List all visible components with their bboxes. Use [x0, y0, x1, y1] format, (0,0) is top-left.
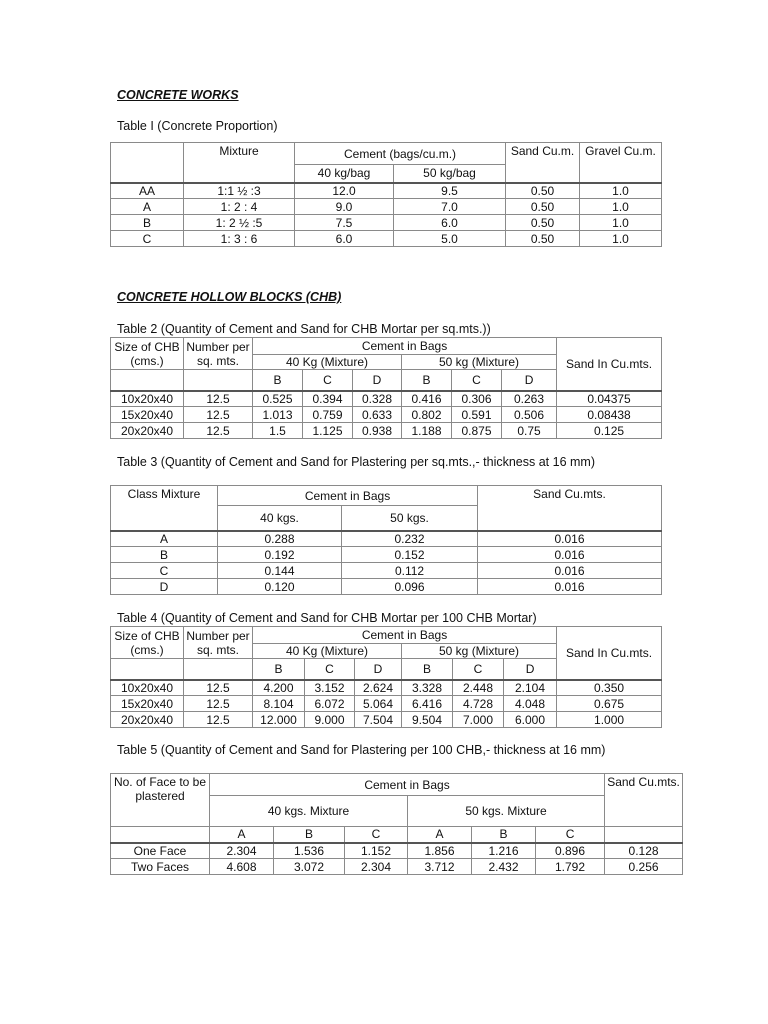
- table-row: [111, 680, 662, 696]
- table-cell: 0.016: [478, 563, 662, 579]
- table-cell: 1.856: [408, 843, 472, 859]
- table-cell: 0.306: [452, 391, 502, 407]
- table-cell: 0.232: [342, 531, 478, 547]
- table-cell: 1.792: [536, 859, 605, 875]
- table-cell: 7.000: [453, 712, 504, 728]
- table3-header-50kg: 50 kgs.: [342, 506, 478, 531]
- table-cell: 0.50: [506, 183, 580, 199]
- table-cell: 7.504: [355, 712, 402, 728]
- table-cell: 12.5: [184, 407, 253, 423]
- table-cell: 0.506: [502, 407, 557, 423]
- table-cell: 2.448: [453, 680, 504, 696]
- table-cell: 0.675: [557, 696, 662, 712]
- table-cell: D: [111, 579, 218, 595]
- table-cell: 5.0: [394, 231, 506, 247]
- table2-header-size: Size of CHB (cms.): [111, 338, 184, 370]
- table-cell: 0.096: [342, 579, 478, 595]
- table-cell: 0.152: [342, 547, 478, 563]
- table1-header-40kg: 40 kg/bag: [295, 165, 394, 183]
- table-cell: 0.50: [506, 231, 580, 247]
- table3-header-cement: Cement in Bags: [218, 486, 478, 506]
- table-cell: 0.328: [353, 391, 402, 407]
- table5-plastering-per-100: [110, 773, 683, 875]
- table-row: [111, 423, 662, 439]
- table-cell: 0.128: [605, 843, 683, 859]
- table-cell: 1.0: [580, 231, 662, 247]
- table-cell: 1.536: [274, 843, 345, 859]
- table-cell: 6.0: [394, 215, 506, 231]
- table1-caption: Table I (Concrete Proportion): [117, 119, 278, 133]
- table-cell: 4.048: [504, 696, 557, 712]
- table2-header-50-c: C: [452, 370, 502, 391]
- table-cell: 0.75: [502, 423, 557, 439]
- table4-caption: Table 4 (Quantity of Cement and Sand for CHB Mortar per 100 CHB Mortar): [117, 611, 537, 625]
- table-cell: 1: 3 : 6: [184, 231, 295, 247]
- table5-header-sand: Sand Cu.mts.: [605, 774, 683, 827]
- table-cell: 3.072: [274, 859, 345, 875]
- table2-header-50-b: B: [402, 370, 452, 391]
- table-cell: 1.5: [253, 423, 303, 439]
- table1-header-blank: [111, 143, 184, 183]
- table-cell: C: [111, 563, 218, 579]
- table2-header-40-c: C: [303, 370, 353, 391]
- table-cell: 7.0: [394, 199, 506, 215]
- table2-header-number-cont: [184, 370, 253, 391]
- table-cell: 9.5: [394, 183, 506, 199]
- table-cell: 0.350: [557, 680, 662, 696]
- table-row: [111, 696, 662, 712]
- table1-header-sand: Sand Cu.m.: [506, 143, 580, 183]
- table5-header-face: No. of Face to be plastered: [111, 774, 210, 827]
- section-heading-chb: CONCRETE HOLLOW BLOCKS (CHB): [117, 290, 342, 304]
- table4-header-40-d: D: [355, 659, 402, 680]
- table5-caption: Table 5 (Quantity of Cement and Sand for Plastering per 100 CHB,- thickness at 16 mm): [117, 743, 606, 757]
- table-cell: 0.591: [452, 407, 502, 423]
- table-cell: 12.5: [184, 391, 253, 407]
- table-cell: 20x20x40: [111, 423, 184, 439]
- table-cell: 4.200: [253, 680, 305, 696]
- table4-header-50-d: D: [504, 659, 557, 680]
- table-row: [111, 199, 662, 215]
- table5-header-sand-cont: [605, 827, 683, 843]
- table-cell: 0.120: [218, 579, 342, 595]
- table-cell: 6.416: [402, 696, 453, 712]
- table-row: [111, 531, 662, 547]
- table5-header-cement: Cement in Bags: [210, 774, 605, 796]
- table2-header-50-d: D: [502, 370, 557, 391]
- table-cell: 0.875: [452, 423, 502, 439]
- table-row: [111, 391, 662, 407]
- table-cell: 10x20x40: [111, 680, 184, 696]
- table-cell: 0.016: [478, 579, 662, 595]
- table-row: [111, 231, 662, 247]
- table-cell: 0.112: [342, 563, 478, 579]
- table4-chb-mortar-per-100: [110, 626, 662, 728]
- table-cell: 7.5: [295, 215, 394, 231]
- table2-header-40-d: D: [353, 370, 402, 391]
- table4-header-sand: Sand In Cu.mts.: [557, 627, 662, 680]
- table5-header-50-c: C: [536, 827, 605, 843]
- table-cell: 3.152: [305, 680, 355, 696]
- table3-header-sand: Sand Cu.mts.: [478, 486, 662, 531]
- table-cell: 0.016: [478, 547, 662, 563]
- table5-header-40kg: 40 kgs. Mixture: [210, 796, 408, 827]
- table-cell: 0.125: [557, 423, 662, 439]
- table4-header-40kg: 40 Kg (Mixture): [253, 644, 402, 659]
- table-cell: 1.0: [580, 215, 662, 231]
- table5-header-50-a: A: [408, 827, 472, 843]
- table-row: [111, 859, 683, 875]
- table2-header-cement: Cement in Bags: [253, 338, 557, 355]
- table1-header-gravel: Gravel Cu.m.: [580, 143, 662, 183]
- table5-header-50kg: 50 kgs. Mixture: [408, 796, 605, 827]
- table-cell: B: [111, 215, 184, 231]
- table-cell: 12.5: [184, 423, 253, 439]
- table3-header-class: Class Mixture: [111, 486, 218, 531]
- table-cell: 1.0: [580, 183, 662, 199]
- table-cell: 0.08438: [557, 407, 662, 423]
- table-cell: 12.0: [295, 183, 394, 199]
- table-cell: C: [111, 231, 184, 247]
- table2-chb-mortar-per-sqm: [110, 337, 662, 439]
- table-cell: 6.072: [305, 696, 355, 712]
- table-cell: B: [111, 547, 218, 563]
- table-cell: 8.104: [253, 696, 305, 712]
- table-cell: 0.759: [303, 407, 353, 423]
- table-cell: 0.938: [353, 423, 402, 439]
- table2-caption: Table 2 (Quantity of Cement and Sand for CHB Mortar per sq.mts.)): [117, 322, 491, 336]
- table-cell: 0.192: [218, 547, 342, 563]
- table-cell: 1.000: [557, 712, 662, 728]
- table-cell: A: [111, 199, 184, 215]
- table-cell: 0.416: [402, 391, 452, 407]
- table-cell: 1.188: [402, 423, 452, 439]
- table-row: [111, 547, 662, 563]
- table-cell: 15x20x40: [111, 407, 184, 423]
- table-cell: 1:1 ½ :3: [184, 183, 295, 199]
- table3-caption: Table 3 (Quantity of Cement and Sand for Plastering per sq.mts.,- thickness at 16 mm): [117, 455, 595, 469]
- table-row: [111, 843, 683, 859]
- table4-header-50-b: B: [402, 659, 453, 680]
- table-row: [111, 579, 662, 595]
- table-cell: 12.000: [253, 712, 305, 728]
- table-cell: 0.263: [502, 391, 557, 407]
- table2-header-size-cont: [111, 370, 184, 391]
- table-cell: 10x20x40: [111, 391, 184, 407]
- table4-header-50kg: 50 kg (Mixture): [402, 644, 557, 659]
- table-cell: 1.125: [303, 423, 353, 439]
- table5-header-40-c: C: [345, 827, 408, 843]
- table-cell: 0.04375: [557, 391, 662, 407]
- table4-header-size: Size of CHB (cms.): [111, 627, 184, 659]
- table-cell: 1.013: [253, 407, 303, 423]
- table-cell: One Face: [111, 843, 210, 859]
- table-cell: 3.328: [402, 680, 453, 696]
- table-cell: 1.216: [472, 843, 536, 859]
- table-row: [111, 407, 662, 423]
- table-cell: 12.5: [184, 680, 253, 696]
- table-cell: 4.608: [210, 859, 274, 875]
- table-cell: 6.000: [504, 712, 557, 728]
- table-cell: 0.802: [402, 407, 452, 423]
- table5-header-face-cont: [111, 827, 210, 843]
- table-cell: 3.712: [408, 859, 472, 875]
- table-cell: 9.0: [295, 199, 394, 215]
- table2-header-number: Number per sq. mts.: [184, 338, 253, 370]
- table-cell: 0.50: [506, 215, 580, 231]
- table-row: [111, 563, 662, 579]
- table-cell: 9.000: [305, 712, 355, 728]
- table-cell: 2.304: [345, 859, 408, 875]
- table1-header-mixture: Mixture: [184, 143, 295, 183]
- table-cell: 0.525: [253, 391, 303, 407]
- table-cell: 1.0: [580, 199, 662, 215]
- table-cell: 0.50: [506, 199, 580, 215]
- table-cell: 1.152: [345, 843, 408, 859]
- table-row: [111, 215, 662, 231]
- table-cell: 0.633: [353, 407, 402, 423]
- table5-header-40-b: B: [274, 827, 345, 843]
- table-cell: 0.896: [536, 843, 605, 859]
- table2-header-sand: Sand In Cu.mts.: [557, 338, 662, 391]
- table-row: [111, 183, 662, 199]
- table-cell: 0.016: [478, 531, 662, 547]
- table4-header-number-cont: [184, 659, 253, 680]
- table-cell: 12.5: [184, 712, 253, 728]
- table4-header-40-b: B: [253, 659, 305, 680]
- section-heading-concrete-works: CONCRETE WORKS: [117, 88, 239, 102]
- table-cell: Two Faces: [111, 859, 210, 875]
- table-cell: AA: [111, 183, 184, 199]
- table-cell: 0.144: [218, 563, 342, 579]
- table5-header-40-a: A: [210, 827, 274, 843]
- table-cell: 2.304: [210, 843, 274, 859]
- table-cell: 2.432: [472, 859, 536, 875]
- table-cell: 5.064: [355, 696, 402, 712]
- table-cell: 9.504: [402, 712, 453, 728]
- table-cell: 4.728: [453, 696, 504, 712]
- table-cell: 12.5: [184, 696, 253, 712]
- table1-header-cement: Cement (bags/cu.m.): [295, 143, 506, 165]
- table-cell: 0.288: [218, 531, 342, 547]
- table4-header-number: Number per sq. mts.: [184, 627, 253, 659]
- table5-header-50-b: B: [472, 827, 536, 843]
- table3-header-40kg: 40 kgs.: [218, 506, 342, 531]
- table-cell: 2.104: [504, 680, 557, 696]
- table-cell: A: [111, 531, 218, 547]
- table-cell: 0.256: [605, 859, 683, 875]
- table2-header-40-b: B: [253, 370, 303, 391]
- table-cell: 15x20x40: [111, 696, 184, 712]
- table2-header-50kg: 50 kg (Mixture): [402, 355, 557, 370]
- table-cell: 1: 2 ½ :5: [184, 215, 295, 231]
- table2-header-40kg: 40 Kg (Mixture): [253, 355, 402, 370]
- table4-header-50-c: C: [453, 659, 504, 680]
- table1-header-50kg: 50 kg/bag: [394, 165, 506, 183]
- table-cell: 1: 2 : 4: [184, 199, 295, 215]
- table-cell: 6.0: [295, 231, 394, 247]
- table4-header-size-cont: [111, 659, 184, 680]
- table-cell: 0.394: [303, 391, 353, 407]
- table4-header-40-c: C: [305, 659, 355, 680]
- table-row: [111, 712, 662, 728]
- table-cell: 20x20x40: [111, 712, 184, 728]
- table3-plastering-per-sqm: [110, 485, 662, 595]
- table-cell: 2.624: [355, 680, 402, 696]
- table1-concrete-proportion: [110, 142, 662, 247]
- table4-header-cement: Cement in Bags: [253, 627, 557, 644]
